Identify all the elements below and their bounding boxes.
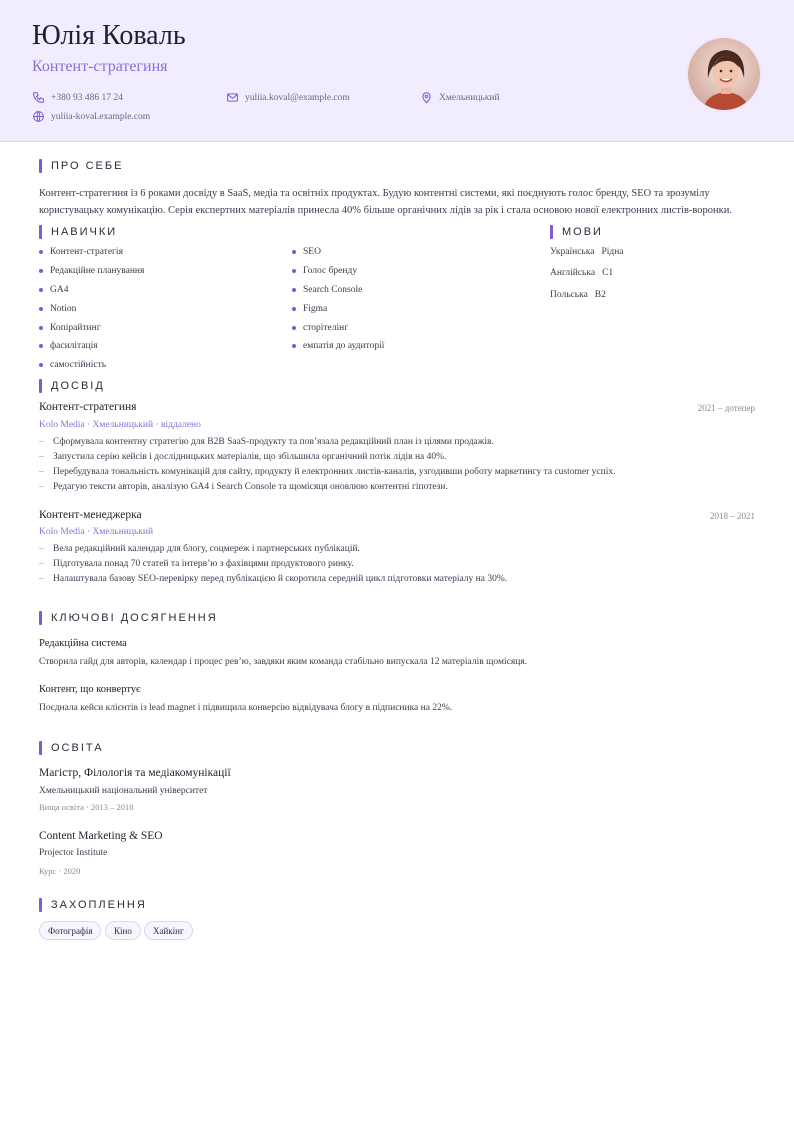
language-item: Польська B2 [550, 290, 606, 300]
section-accent-bar [39, 741, 42, 755]
candidate-role: Контент-стратегиня [32, 58, 168, 75]
section-title-hobbies: ЗАХОПЛЕННЯ [39, 898, 147, 912]
section-title-skills: НАВИЧКИ [39, 225, 117, 239]
section-accent-bar [39, 898, 42, 912]
education-school: Хмельницький національний університет [39, 786, 208, 796]
skill-item: Контент-стратегія [39, 247, 123, 257]
achievement-text: Створила гайд для авторів, календар і процес рев’ю, завдяки яким команда стабільно випускала 12 матеріалів щомісяця. [39, 657, 528, 667]
location-text: Хмельницький [439, 92, 500, 103]
section-title-achievements: КЛЮЧОВІ ДОСЯГНЕННЯ [39, 611, 218, 625]
globe-icon [32, 110, 45, 123]
section-title-experience: ДОСВІД [39, 379, 105, 393]
contact-phone[interactable] [32, 91, 123, 104]
achievement-text: Поєднала кейси клієнтів із lead magnet і підвищила конверсію відвідувача блогу в підписника на 22%. [39, 703, 453, 713]
hobby-tag: Фотографія [39, 921, 101, 940]
section-title-education: ОСВІТА [39, 741, 104, 755]
job-organization: Kolo Media · Хмельницький · віддалено [39, 420, 201, 430]
section-accent-bar [550, 225, 553, 239]
education-school: Projector Institute [39, 848, 108, 858]
skill-item: GA4 [39, 285, 68, 295]
profile-photo [686, 36, 762, 112]
section-title-about: ПРО СЕБЕ [39, 159, 123, 173]
contact-email[interactable] [226, 91, 350, 104]
section-accent-bar [39, 159, 42, 173]
section-accent-bar [39, 379, 42, 393]
education-meta: Курс · 2020 [39, 866, 81, 876]
skill-item: Search Console [292, 285, 362, 295]
skill-item: фасилітація [39, 341, 98, 351]
achievement-title: Редакційна система [39, 638, 127, 649]
skill-item: емпатія до аудиторії [292, 341, 384, 351]
job-title: Контент-стратегиня [39, 401, 137, 413]
job-bullet: – Редагую тексти авторів, аналізую GA4 і Search Console та щомісяця оновлюю контентні гіпотези. [39, 482, 448, 492]
language-item: Англійська C1 [550, 268, 614, 278]
education-meta: Вища освіта · 2013 – 2018 [39, 802, 134, 812]
email-text: yuliia.koval@example.com [245, 92, 350, 103]
location-pin-icon [420, 91, 433, 104]
job-bullet: – Сформувала контентну стратегію для B2B SaaS-продукту та пов’язала редакційний план із цілями продажів. [39, 437, 494, 447]
skill-item: сторітелінг [292, 323, 348, 333]
section-title-languages: МОВИ [550, 225, 603, 239]
resume-header [0, 0, 794, 142]
education-degree: Content Marketing & SEO [39, 830, 163, 842]
skill-item: Голос бренду [292, 266, 357, 276]
skill-item: самостійність [39, 360, 106, 370]
job-bullet: – Підготувала понад 70 статей та інтерв’ю з фахівцями продуктового ринку. [39, 559, 354, 569]
job-bullet: – Налаштувала базову SEO-перевірку перед публікацією й скоротила середній цикл підготовки матеріалу на 30%. [39, 574, 508, 584]
skill-item: Notion [39, 304, 76, 314]
job-title: Контент-менеджерка [39, 509, 142, 521]
contact-location [420, 91, 500, 104]
job-organization: Kolo Media · Хмельницький [39, 527, 154, 537]
about-text: Контент-стратегиня із 6 роками досвіду в SaaS, медіа та освітніх продуктах. Будую контентні системи, які поєднують голос бренду, SEO та зрозумілу користувацьку комунікацію. Серія експертних матеріалів принесла 40% більше органічних лідів за рік і стала основою нової електронних листів-воронки. [39, 188, 732, 216]
job-dates: 2021 – дотепер [697, 403, 755, 413]
mail-icon [226, 91, 239, 104]
website-text: yuliia-koval.example.com [51, 111, 151, 122]
contact-website[interactable] [32, 110, 150, 123]
candidate-name: Юлія Коваль [32, 20, 186, 51]
achievement-title: Контент, що конвертує [39, 684, 141, 695]
skill-item: SEO [292, 247, 321, 257]
section-accent-bar [39, 225, 42, 239]
hobby-tag: Кіно [105, 921, 141, 940]
job-bullet: – Запустила серію кейсів і дослідницьких матеріалів, що збільшила органічний потік лідів на 40%. [39, 452, 447, 462]
job-bullet: – Вела редакційний календар для блогу, соцмереж і партнерських публікацій. [39, 544, 360, 554]
language-item: Українська Рідна [550, 247, 624, 257]
hobby-tag: Хайкінг [144, 921, 193, 940]
section-accent-bar [39, 611, 42, 625]
job-bullet: – Перебудувала тональність комунікацій для сайту, продукту й електронних листів-каналів, узгодивши роботу маркетингу та customer успіх. [39, 467, 616, 477]
skill-item: Figma [292, 304, 327, 314]
phone-text: +380 93 486 17 24 [51, 92, 123, 103]
education-degree: Магістр, Філологія та медіакомунікації [39, 767, 231, 779]
phone-icon [32, 91, 45, 104]
skill-item: Копірайтинг [39, 323, 101, 333]
job-dates: 2018 – 2021 [710, 511, 755, 521]
skill-item: Редакційне планування [39, 266, 144, 276]
